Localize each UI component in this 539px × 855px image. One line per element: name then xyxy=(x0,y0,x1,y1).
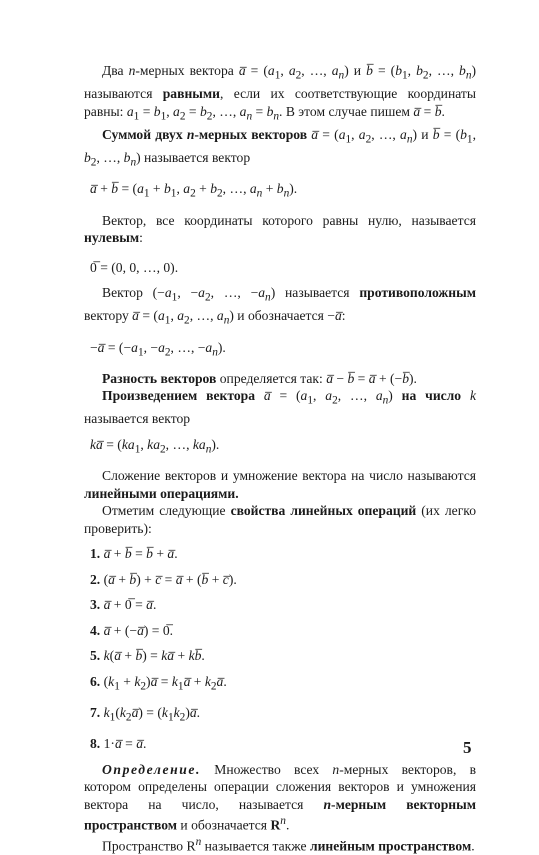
paragraph-equal-vectors: Два n-мерных вектора a̅ = ($a_1$, $a_2$, …, $a_n$) и b̅ = ($b_1$, $b_2$, …, $b_n$) называются равными, если их соответствующие координаты равны: $a_1 = b_1$, $a_2 = b_2$, …, $a_n = b_n$. В этом случае пишем a̅ = b̅. xyxy=(84,63,477,123)
formula-opposite-vector: −a̅ = ($-a_1$, $-a_2$, …, $-a_n$). xyxy=(90,339,226,359)
property-item: 7. $k_1(k_2a̅)$ = $(k_1k_2)a̅$. xyxy=(90,704,201,724)
property-item: 6. ($k_1$ + $k_2)a̅$ = $k_1a̅$ + $k_2a̅$. xyxy=(90,673,227,693)
page-content xyxy=(84,62,476,855)
paragraph-linear-operations: Сложение векторов и умножение вектора на число называются линейными операциями. xyxy=(84,468,476,501)
paragraph-properties-intro: Отметим следующие свойства линейных операций (их легко проверить): xyxy=(84,503,476,536)
property-item: 4. a̅ + (−a̅) = 0̅. xyxy=(90,622,174,638)
formula-vector-sum: a̅ + b̅ = ($a_1 + b_1$, $a_2 + b_2$, …, $a_n + b_n$). xyxy=(90,181,298,201)
formula-scalar-product: ka̅ = ($ka_1$, $ka_2$, …, $ka_n$). xyxy=(90,436,220,456)
properties-list xyxy=(84,545,476,752)
formula-zero-vector: 0̅ = (0, 0, …, 0). xyxy=(90,259,179,275)
paragraph-linear-space: Пространство $R^n$ называется также линейным пространством. xyxy=(102,836,475,854)
paragraph-opposite-vector: Вектор ($-a_1$, $-a_2$, …, $-a_n$) называется противоположным вектору a̅ = ($a_1$, $a_2$, …, $a_n$) и обозначается −a̅: xyxy=(84,285,476,328)
property-item: 5. k(a̅ + b̅) = ka̅ + kb̅. xyxy=(90,648,205,664)
property-item: 2. (a̅ + b̅) + c̅ = a̅ + (b̅ + c̅). xyxy=(90,571,237,587)
paragraph-definition-space: Определение. Множество всех n-мерных векторов, в котором определены операции сложения векторов и умножения вектора на число, называется n-мерным векторным пространством и обозначается $R^n$. xyxy=(84,761,476,833)
paragraph-scalar-product: Произведением вектора a̅ = ($a_1$, $a_2$, …, $a_n$) на число k называется вектор xyxy=(84,388,477,427)
paragraph-zero-vector: Вектор, все координаты которого равны нулю, называется нулевым: xyxy=(84,212,476,246)
paragraph-sum-definition: Суммой двух n-мерных векторов a̅ = ($a_1$, $a_2$, …, $a_n$) и b̅ = ($b_1$, $b_2$, …, $b_n$) называется вектор xyxy=(84,126,476,169)
property-item: 1. a̅ + b̅ = b̅ + a̅. xyxy=(90,546,178,562)
property-item: 8. 1·a̅ = a̅. xyxy=(90,736,147,752)
property-item: 3. a̅ + 0̅ = a̅. xyxy=(90,597,157,613)
paragraph-difference: Разность векторов определяется так: a̅ − b̅ = a̅ + (−b̅). xyxy=(102,370,417,386)
page-number: 5 xyxy=(463,738,472,757)
